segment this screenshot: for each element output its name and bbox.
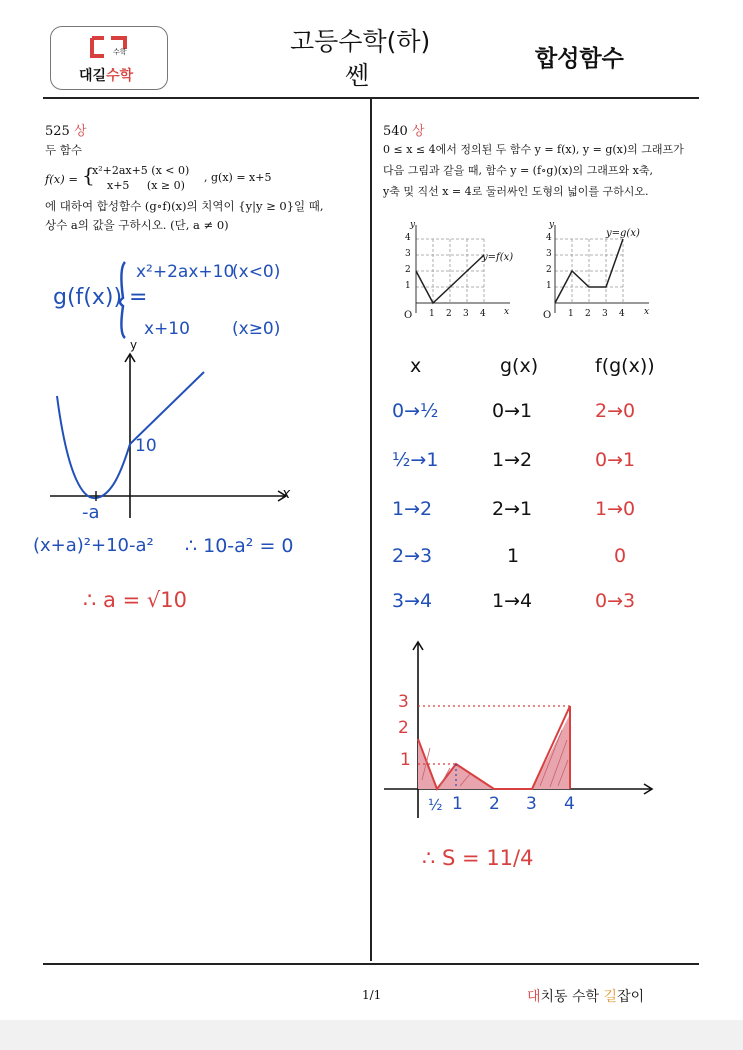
condition-equation: ∴ 10-a² = 0: [185, 535, 294, 557]
gf-label: g(f(x)) =: [53, 285, 148, 310]
table-cell-fgx: 2→0: [595, 400, 636, 422]
problem-text-line: 에 대하여 합성함수 (g∘f)(x)의 치역이 {y|y ≥ 0}일 때,: [45, 199, 324, 213]
f-label: y=f(x): [482, 252, 514, 263]
hand-brace-icon: [115, 258, 135, 342]
f-y-tick: 1: [405, 281, 411, 291]
problem-text-line: 0 ≤ x ≤ 4에서 정의된 두 함수 y = f(x), y = g(x)의 그래프가: [383, 143, 684, 156]
topic-label: 합성함수: [535, 46, 624, 72]
table-cell-fgx: 0→1: [595, 449, 636, 471]
page-subtitle: 쎈: [345, 61, 370, 90]
sketch-x-tick: 2: [489, 794, 500, 814]
table-cell-x: 3→4: [392, 590, 433, 612]
problem-number-525: 525 상: [45, 124, 87, 139]
g-y-tick: 3: [546, 249, 552, 259]
page-title: 고등수학(하): [290, 27, 431, 56]
y-axis-label: y: [130, 338, 138, 352]
footer-divider: [43, 963, 699, 965]
bottom-band: [0, 1020, 743, 1050]
table-cell-fgx: 1→0: [595, 498, 636, 520]
sketch-y-tick: 3: [398, 692, 409, 712]
gf-case-1: x²+2ax+10: [136, 262, 235, 282]
x-axis-label: x: [282, 486, 291, 502]
f-case-2: x+5 (x ≥ 0): [107, 179, 185, 192]
g-y-tick: 2: [546, 265, 552, 275]
g-x-tick: 3: [602, 309, 608, 319]
g-definition: , g(x) = x+5: [204, 171, 272, 184]
case-brace: {: [82, 163, 95, 187]
problem-text-line: y축 및 직선 x = 4로 둘러싸인 도형의 넓이를 구하시오.: [383, 185, 649, 198]
logo-tag: 수학: [113, 48, 127, 56]
table-cell-x: 1→2: [392, 498, 433, 520]
f-x-tick: 1: [429, 309, 435, 319]
fgx-area-sketch: [380, 630, 670, 830]
sketch-x-tick: ½: [428, 796, 443, 814]
shaded-area: [418, 714, 570, 789]
vertex-form: (x+a)²+10-a²: [33, 535, 154, 556]
g-origin: O: [543, 310, 552, 321]
table-cell-x: 2→3: [392, 545, 433, 567]
g-y-tick: 1: [546, 281, 552, 291]
table-cell-gx: 2→1: [492, 498, 533, 520]
f-case-1: x²+2ax+5 (x < 0): [92, 164, 190, 177]
table-cell-gx: 0→1: [492, 400, 533, 422]
gf-sketch-graph: [40, 340, 300, 520]
table-cell-fgx: 0→3: [595, 590, 636, 612]
f-y-tick: 2: [405, 265, 411, 275]
answer-540: ∴ S = 11/4: [422, 846, 534, 870]
gf-case-1-cond: (x<0): [232, 262, 281, 282]
f-y-axis-label: y: [410, 220, 416, 230]
table-cell-gx: 1→4: [492, 590, 533, 612]
intercept-label: 10: [135, 436, 157, 456]
table-header-x: x: [410, 355, 422, 377]
table-cell-x: ½→1: [392, 449, 439, 471]
g-x-tick: 2: [585, 309, 591, 319]
logo: [50, 26, 168, 90]
sketch-y-tick: 2: [398, 718, 409, 738]
sketch-x-tick: 1: [452, 794, 463, 814]
table-cell-gx: 1→2: [492, 449, 533, 471]
gf-case-2-cond: (x≥0): [232, 319, 281, 339]
table-header-gx: g(x): [500, 355, 539, 377]
column-divider: [370, 99, 372, 961]
table-cell-gx: 1: [507, 545, 520, 567]
f-origin: O: [404, 310, 413, 321]
f-y-tick: 4: [405, 233, 411, 243]
answer-525: ∴ a = √10: [83, 588, 187, 612]
logo-name: 대길수학: [79, 68, 134, 84]
f-definition-prefix: f(x) =: [45, 172, 79, 186]
table-cell-x: 0→½: [392, 400, 439, 422]
f-x-tick: 2: [446, 309, 452, 319]
problem-text-line: 다음 그림과 같을 때, 함수 y = (f∘g)(x)의 그래프와 x축,: [383, 164, 653, 177]
problem-text-line: 상수 a의 값을 구하시오. (단, a ≠ 0): [45, 218, 229, 232]
g-y-axis-label: y: [549, 220, 555, 230]
g-x-tick: 1: [568, 309, 574, 319]
table-cell-fgx: 0: [614, 545, 627, 567]
f-y-tick: 3: [405, 249, 411, 259]
g-x-axis-label: x: [644, 307, 650, 317]
sketch-x-tick: 4: [564, 794, 575, 814]
g-x-tick: 4: [619, 309, 625, 319]
vertex-label: -a: [82, 502, 100, 523]
page-number: 1/1: [362, 988, 382, 1002]
problem-number-540: 540 상: [383, 124, 425, 139]
footer-brand: 대치동 수학 길잡이: [527, 989, 645, 1005]
f-x-axis-label: x: [504, 307, 510, 317]
table-header-fgx: f(g(x)): [595, 355, 655, 377]
problem-text-line: 두 함수: [45, 143, 82, 157]
g-label: y=g(x): [606, 228, 640, 239]
sketch-y-tick: 1: [400, 750, 411, 770]
sketch-x-tick: 3: [526, 794, 537, 814]
f-x-tick: 3: [463, 309, 469, 319]
gf-case-2: x+10: [144, 319, 190, 339]
g-y-tick: 4: [546, 233, 552, 243]
f-x-tick: 4: [480, 309, 486, 319]
